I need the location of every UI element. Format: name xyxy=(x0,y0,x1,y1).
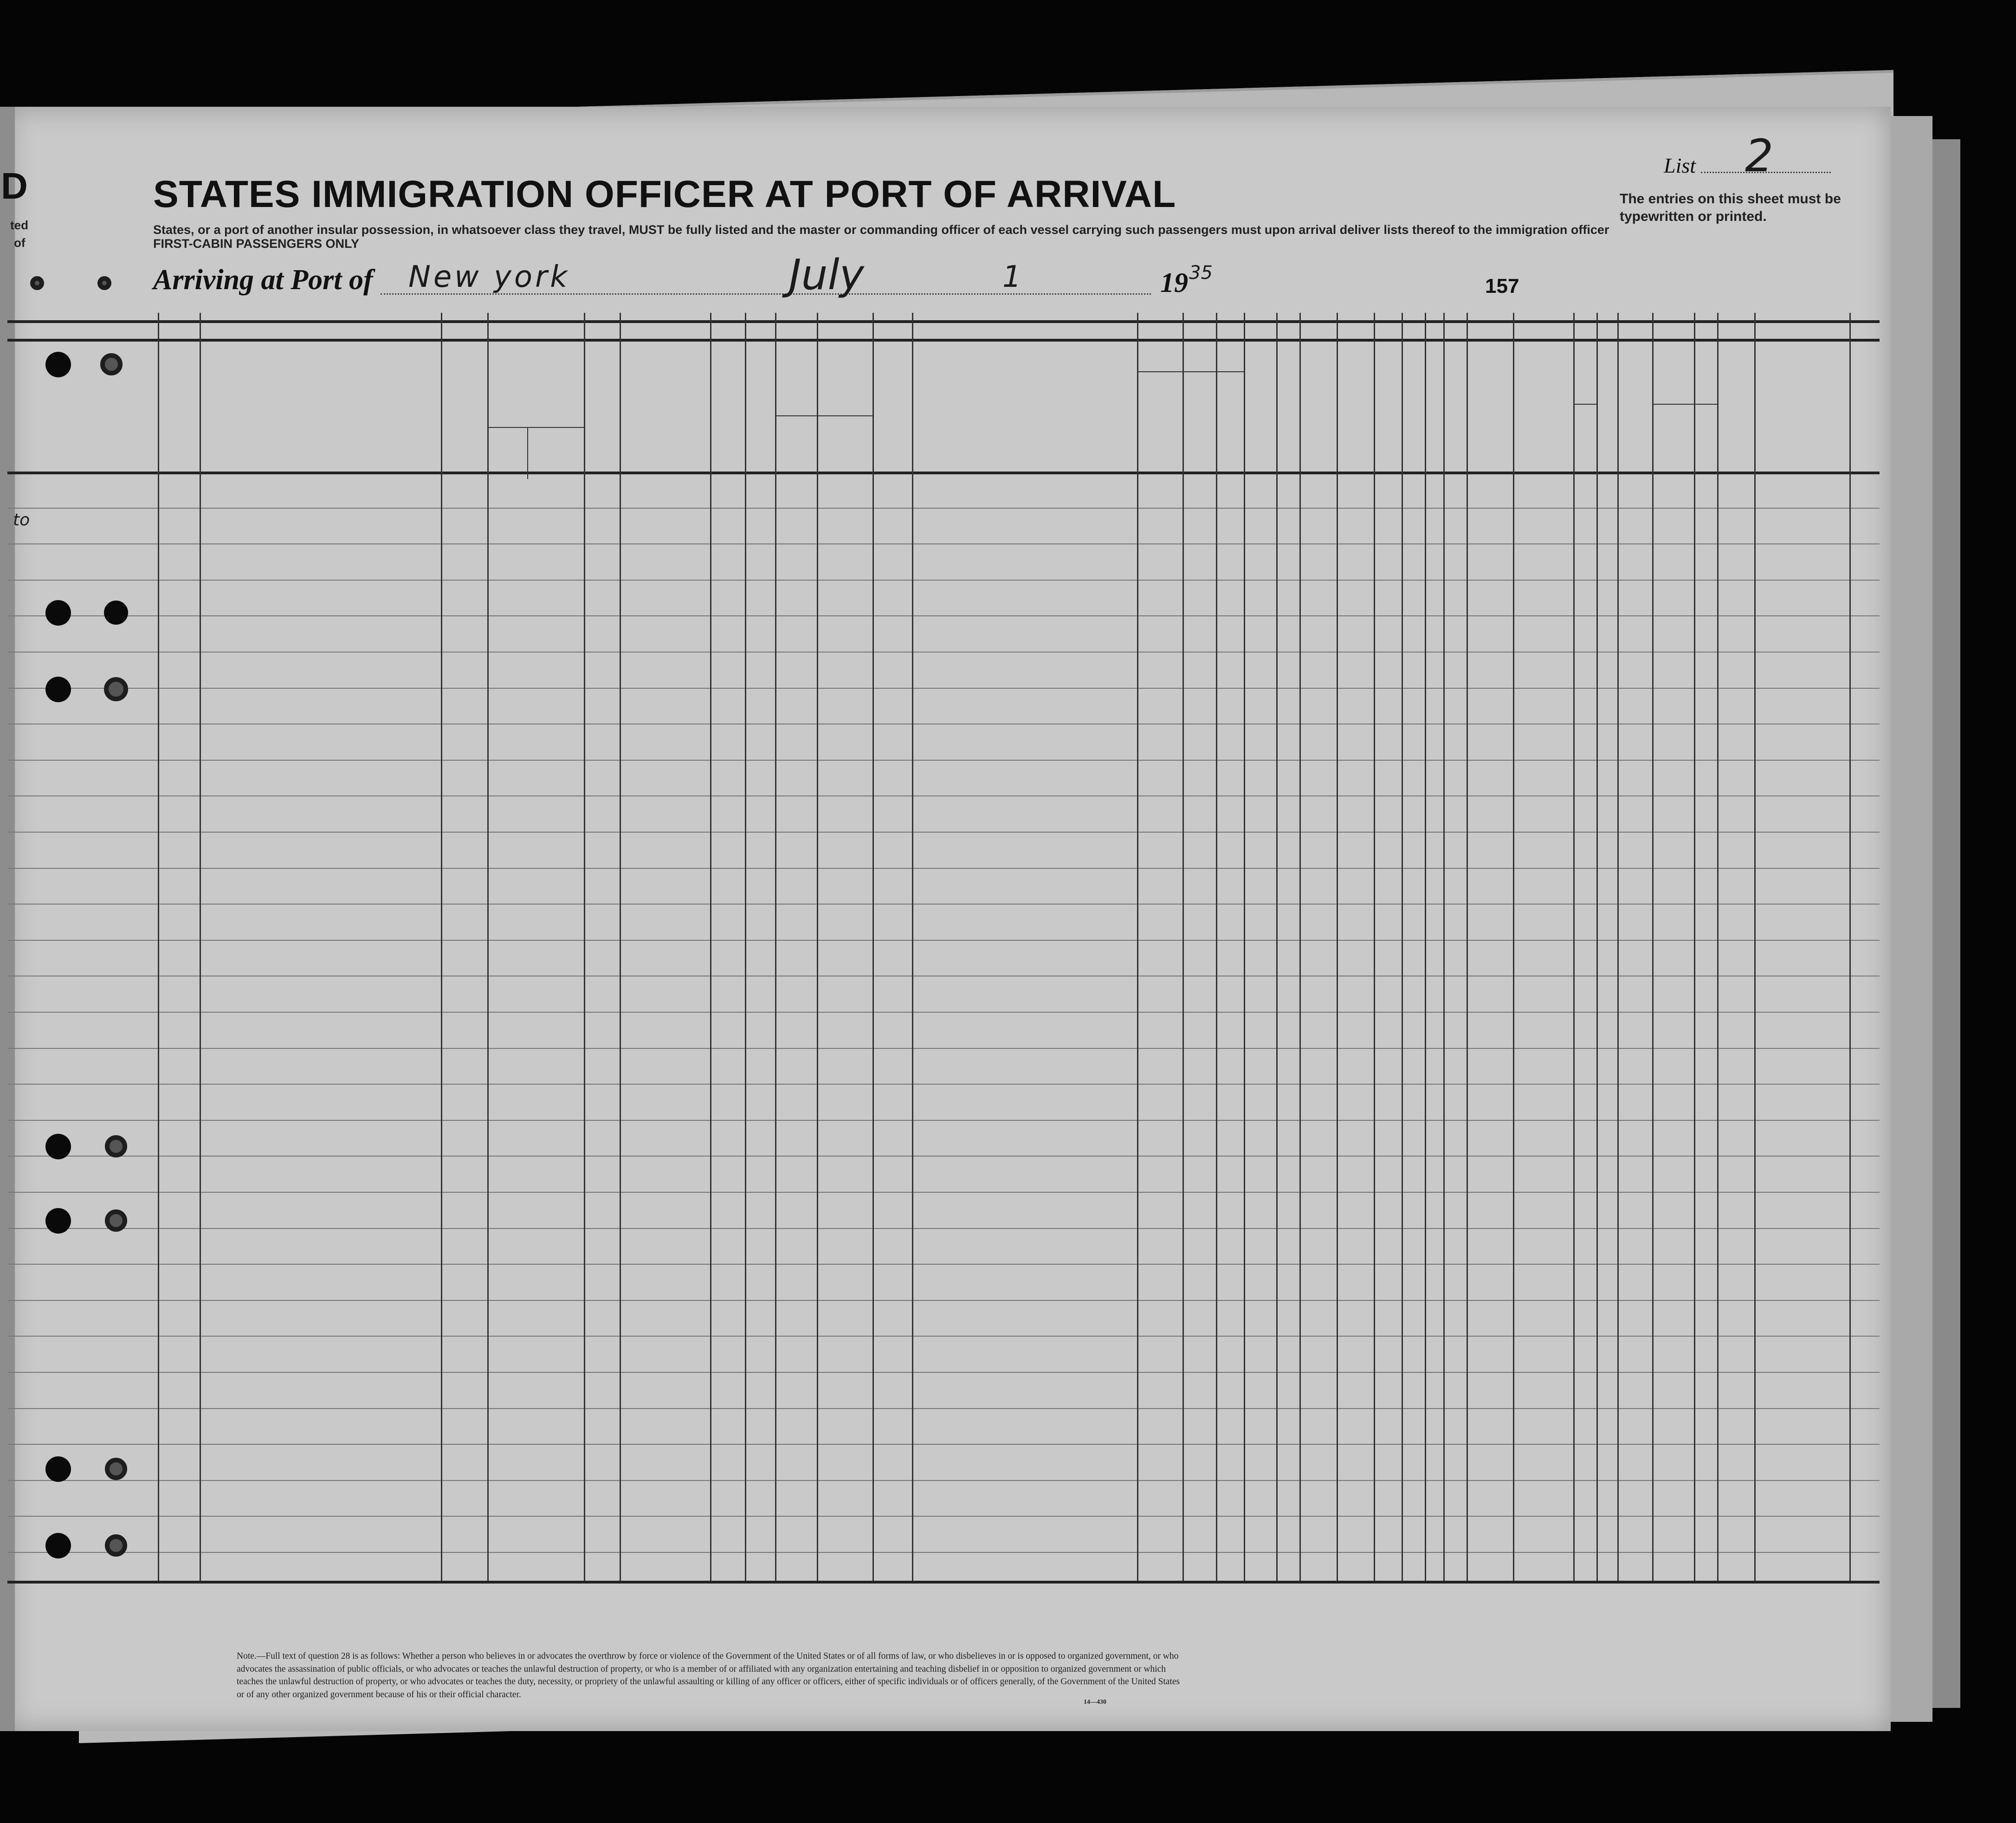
punch-hole xyxy=(45,677,71,702)
punch-hole xyxy=(104,677,128,701)
column-rule xyxy=(1754,313,1756,1581)
column-rule xyxy=(1374,313,1375,1581)
column-rule xyxy=(441,313,442,1581)
column-rule xyxy=(775,313,776,1581)
punch-hole xyxy=(30,276,44,290)
punch-hole xyxy=(97,276,111,290)
page-edge-shadow xyxy=(1932,139,1960,1708)
row-rule xyxy=(7,688,1880,689)
year-prefix: 19 xyxy=(1160,267,1188,298)
row-rule xyxy=(7,1372,1880,1373)
header-divider xyxy=(1652,404,1717,405)
punch-hole xyxy=(104,601,128,625)
column-rule xyxy=(620,313,621,1581)
row-rule xyxy=(7,1516,1880,1517)
column-rule xyxy=(1717,313,1719,1581)
column-rule xyxy=(1694,313,1695,1581)
port-handwritten: New york xyxy=(408,260,570,294)
row-rule xyxy=(7,940,1880,941)
header-divider xyxy=(775,415,872,416)
column-rule xyxy=(1402,313,1403,1581)
row-rule xyxy=(7,1192,1880,1193)
header-divider xyxy=(527,427,528,479)
form-code: 14—430 xyxy=(1084,1699,1106,1706)
column-rule xyxy=(1467,313,1468,1581)
column-rule xyxy=(1573,313,1575,1581)
year-handwritten: 35 xyxy=(1189,262,1213,284)
column-rule xyxy=(200,313,201,1581)
list-label: List xyxy=(1664,154,1696,177)
punch-hole xyxy=(45,1134,71,1159)
row-rule xyxy=(7,508,1880,509)
row-rule xyxy=(7,832,1880,833)
column-rule xyxy=(745,313,746,1581)
table-top-rule xyxy=(7,320,1880,323)
punch-hole xyxy=(45,1208,71,1234)
left-edge-fragment: to xyxy=(13,511,30,530)
punch-hole xyxy=(105,1458,127,1480)
column-rule xyxy=(1276,313,1278,1581)
header-divider xyxy=(1137,371,1244,372)
row-rule xyxy=(7,1120,1880,1121)
header-bottom-rule xyxy=(7,472,1880,474)
column-rule xyxy=(872,313,874,1581)
table-bottom-rule xyxy=(7,1581,1880,1584)
column-rule xyxy=(1617,313,1619,1581)
column-rule xyxy=(817,313,818,1581)
page-title: STATES IMMIGRATION OFFICER AT PORT OF ARRIVAL xyxy=(153,173,1176,215)
row-rule xyxy=(7,1480,1880,1481)
column-rule xyxy=(487,313,489,1581)
month-handwritten: July xyxy=(789,251,864,299)
row-rule xyxy=(7,1552,1880,1553)
row-rule xyxy=(7,1444,1880,1445)
punch-hole xyxy=(100,353,123,375)
row-rule xyxy=(7,1264,1880,1265)
typewritten-instruction: The entries on this sheet must be typewritten or printed. xyxy=(1620,191,1841,224)
list-number: 2 xyxy=(1745,130,1774,182)
column-rule xyxy=(1299,313,1301,1581)
left-edge-letter: D xyxy=(1,165,28,207)
column-rule xyxy=(584,313,585,1581)
column-rule xyxy=(1244,313,1245,1581)
column-rule xyxy=(1513,313,1514,1581)
column-rule xyxy=(1337,313,1338,1581)
punch-hole xyxy=(105,1209,127,1232)
column-rule xyxy=(1596,313,1598,1581)
column-rule xyxy=(1182,313,1184,1581)
manifest-table xyxy=(7,0,1896,1823)
page-number: 157 xyxy=(1485,275,1519,297)
page-edge xyxy=(1891,116,1932,1722)
column-rule xyxy=(1443,313,1445,1581)
subtitle-line: FIRST-CABIN PASSENGERS ONLY xyxy=(153,237,360,251)
row-rule xyxy=(7,1408,1880,1409)
row-rule xyxy=(7,795,1880,796)
column-number-rule xyxy=(7,339,1880,342)
column-rule xyxy=(1425,313,1426,1581)
day-handwritten: 1 xyxy=(1002,260,1021,294)
row-rule xyxy=(7,1084,1880,1085)
row-rule xyxy=(7,1300,1880,1301)
row-rule xyxy=(7,760,1880,761)
column-rule xyxy=(1137,313,1138,1581)
row-rule xyxy=(7,1156,1880,1157)
row-rule xyxy=(7,1336,1880,1337)
row-rule xyxy=(7,580,1880,581)
arriving-label: Arriving at Port of xyxy=(153,264,373,296)
column-rule xyxy=(1849,313,1851,1581)
punch-hole xyxy=(45,352,71,377)
punch-hole xyxy=(105,1534,127,1557)
row-rule xyxy=(7,904,1880,905)
row-rule xyxy=(7,652,1880,653)
column-rule xyxy=(710,313,711,1581)
header-divider xyxy=(1573,404,1596,405)
subtitle-line: States, or a port of another insular possession, in whatsoever class they travel, MUST be fully listed and the master or commanding officer of each vessel carrying such passengers must upon arrival deliver lists thereof to the immigration officer xyxy=(153,223,1609,237)
column-rule xyxy=(912,313,913,1581)
row-rule xyxy=(7,543,1880,544)
column-rule xyxy=(158,313,159,1581)
row-rule xyxy=(7,1012,1880,1013)
punch-hole xyxy=(45,600,71,626)
column-rule xyxy=(1216,313,1217,1581)
row-rule xyxy=(7,1048,1880,1049)
punch-hole xyxy=(105,1135,127,1157)
row-rule xyxy=(7,1228,1880,1229)
row-rule xyxy=(7,615,1880,616)
row-rule xyxy=(7,868,1880,869)
left-edge-fragment: of xyxy=(14,236,26,250)
punch-hole xyxy=(45,1533,71,1558)
punch-hole xyxy=(45,1456,71,1482)
header-divider xyxy=(487,427,584,428)
left-edge-fragment: ted xyxy=(10,218,28,232)
column-rule xyxy=(1652,313,1654,1581)
footnote: Note.—Full text of question 28 is as follows: Whether a person who believes in or advocates the overthrow by force or violence of the Government of the United States or of all forms of law, or who disbelieves in or is opposed to organized government, or who advocates the assassination of public officials, or who advocates or teaches the unlawful destruction of property, or who is a member of or affiliated with any organization entertaining and teaching disbelief in or opposition to organized government or which teaches the unlawful destruction of property, or who advocates or teaches the duty, necessity, or propriety of the unlawful assaulting or killing of any officer or officers, either of specific individuals or of officers generally, of the Government of the United States or of any other organized government because of his or their official character. xyxy=(237,1651,1180,1700)
